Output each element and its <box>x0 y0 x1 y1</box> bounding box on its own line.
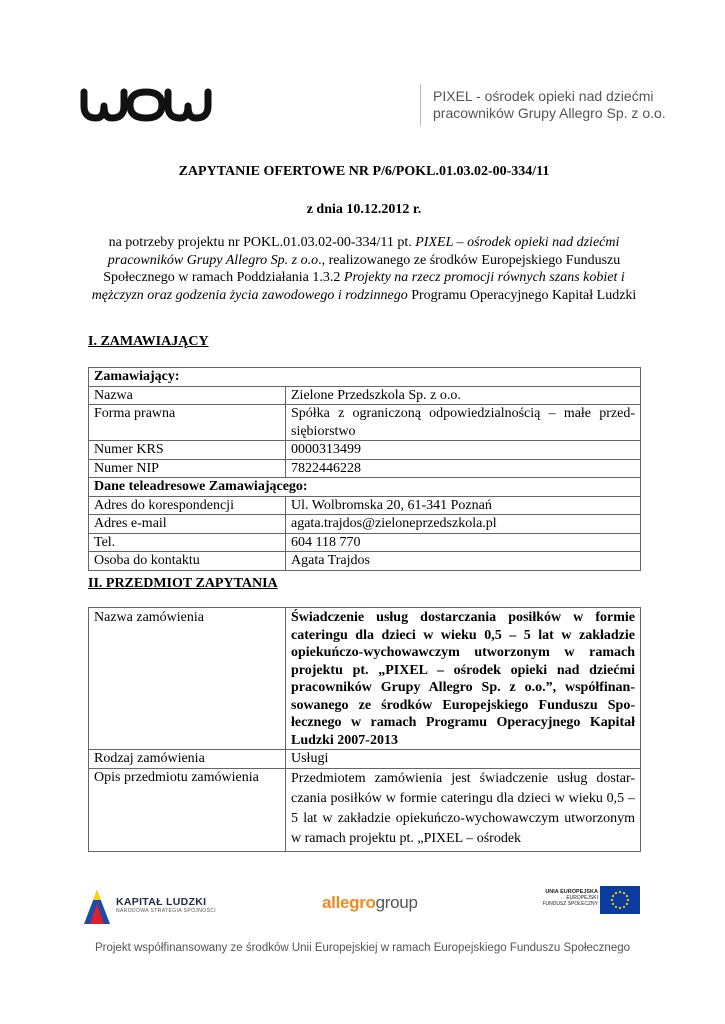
document-intro <box>88 234 640 304</box>
section-1-heading: I. ZAMAWIAJĄCY <box>88 334 209 349</box>
row-value: Przedmiotem zamówienia jest świadczenie usług dostar-czania posiłków w formie cateringu dla dzieci w wieku 0,5 – 5 lat w zakładzie opiekuńczo-wychowawczym utworzonym w ramach projektu pt. „PIXEL – ośrodek <box>286 768 641 851</box>
footer-cofinancing-note: Projekt współfinansowany ze środków Unii Europejskiej w ramach Europejskiego Funduszu Społecznego <box>94 942 631 954</box>
table-row <box>89 405 641 441</box>
allegro-word: allegro <box>322 893 376 912</box>
eu-star-icon <box>623 906 625 908</box>
document-title: ZAPYTANIE OFERTOWE NR P/6/POKL.01.03.02-00-334/11 <box>178 164 550 179</box>
row-label: Numer NIP <box>89 459 286 478</box>
intro-text-3: Programu Operacyjnego Kapitał Ludzki <box>407 287 637 303</box>
table-row <box>89 750 641 769</box>
eu-star-icon <box>611 899 613 901</box>
kapital-ludzki-logo <box>116 896 216 914</box>
row-value: 0000313499 <box>286 441 641 460</box>
row-value: Spółka z ograniczoną odpowiedzialnością – małe przed-siębiorstwo <box>286 405 641 441</box>
table-row <box>89 608 641 750</box>
eu-line3: FUNDUSZ SPOŁECZNY <box>542 901 598 907</box>
row-label: Nazwa zamówienia <box>89 608 286 750</box>
intro-text-2: ., realizowanego ze środków Europejskiego Funduszu Społecznego w ramach Poddziałania 1.3.2 <box>103 252 621 285</box>
row-value: Agata Trajdos <box>286 552 641 571</box>
table-row <box>89 478 641 497</box>
row-label: Rodzaj zamówienia <box>89 750 286 769</box>
table-row <box>89 496 641 515</box>
intro-subaction-name: Projekty na rzecz promocji równych szans kobiet i mężczyzn oraz godzenia życia zawodowego i rodzinnego <box>91 270 625 303</box>
row-value: Świadczenie usług dostarczania posiłków w formie cateringu dla dzieci w wieku 0,5 – 5 lat w zakładzie opiekuńczo-wychowawczym utworzonym w ramach projektu pt. „PIXEL – ośrodek opieki nad dziećmi pracowników Grupy Allegro Sp. z o.o.”, współfinan-sowanego ze środków Europejskiego Funduszu Spo-łecznego w ramach Programu Operacyjnego Kapitał Ludzki 2007-2013 <box>286 608 641 750</box>
row-value: Ul. Wolbromska 20, 61-341 Poznań <box>286 496 641 515</box>
eu-star-icon <box>615 892 617 894</box>
group-word: group <box>375 893 418 912</box>
row-label: Osoba do kontaktu <box>89 552 286 571</box>
header-divider <box>420 84 421 126</box>
eu-flag-icon <box>600 886 640 914</box>
kl-title: KAPITAŁ LUDZKI <box>116 896 207 908</box>
eu-star-icon <box>619 891 621 893</box>
row-label: Adres e-mail <box>89 515 286 534</box>
table-row <box>89 768 641 851</box>
table-row <box>89 386 641 405</box>
eu-star-icon <box>612 903 614 905</box>
intro-text-1: na potrzeby projektu nr POKL.01.03.02-00-334/11 pt. <box>108 235 416 250</box>
row-value: 604 118 770 <box>286 533 641 552</box>
header-org-line1: PIXEL - ośrodek opieki nad dziećmi <box>433 88 654 104</box>
wow-logo <box>80 86 212 124</box>
table-row <box>89 459 641 478</box>
table-row <box>89 533 641 552</box>
row-label: Numer KRS <box>89 441 286 460</box>
table-row <box>89 368 641 387</box>
group-header: Dane teleadresowe Zamawiającego: <box>89 478 641 497</box>
row-label: Adres do korespondencji <box>89 496 286 515</box>
eu-label <box>538 889 598 907</box>
allegro-group-logo <box>322 893 418 913</box>
contracting-party-table <box>88 367 641 571</box>
document-date: z dnia 10.12.2012 r. <box>306 202 422 217</box>
kl-subtitle: NARODOWA STRATEGIA SPÓJNOŚCI <box>116 908 217 914</box>
intro-project-name: PIXEL – ośrodek opieki nad dziećmi pracowników Grupy Allegro Sp. z o.o <box>107 235 620 268</box>
eu-star-icon <box>626 895 628 897</box>
eu-star-icon <box>626 903 628 905</box>
order-subject-table <box>88 607 641 852</box>
eu-star-icon <box>612 895 614 897</box>
eu-star-icon <box>615 906 617 908</box>
table-row <box>89 515 641 534</box>
row-value: 7822446228 <box>286 459 641 478</box>
table-row <box>89 552 641 571</box>
email-value: agata.trajdos@zieloneprzedszkola.pl <box>286 515 641 534</box>
row-label: Opis przedmiotu zamówienia <box>89 768 286 851</box>
row-value: Zielone Przedszkola Sp. z o.o. <box>286 386 641 405</box>
row-value: Usługi <box>286 750 641 769</box>
eu-line1: UNIA EUROPEJSKA <box>545 889 598 895</box>
row-label: Forma prawna <box>89 405 286 441</box>
eu-star-icon <box>623 892 625 894</box>
header-org-line2: pracowników Grupy Allegro Sp. z o.o. <box>433 105 666 121</box>
eu-star-icon <box>627 899 629 901</box>
row-label: Tel. <box>89 533 286 552</box>
group-header: Zamawiający: <box>89 368 641 387</box>
header-org-name <box>433 88 666 122</box>
row-label: Nazwa <box>89 386 286 405</box>
eu-star-icon <box>619 907 621 909</box>
eu-line2: EUROPEJSKI <box>566 895 598 901</box>
kapital-ludzki-emblem <box>82 886 112 926</box>
section-2-heading: II. PRZEDMIOT ZAPYTANIA <box>88 576 278 591</box>
table-row <box>89 441 641 460</box>
